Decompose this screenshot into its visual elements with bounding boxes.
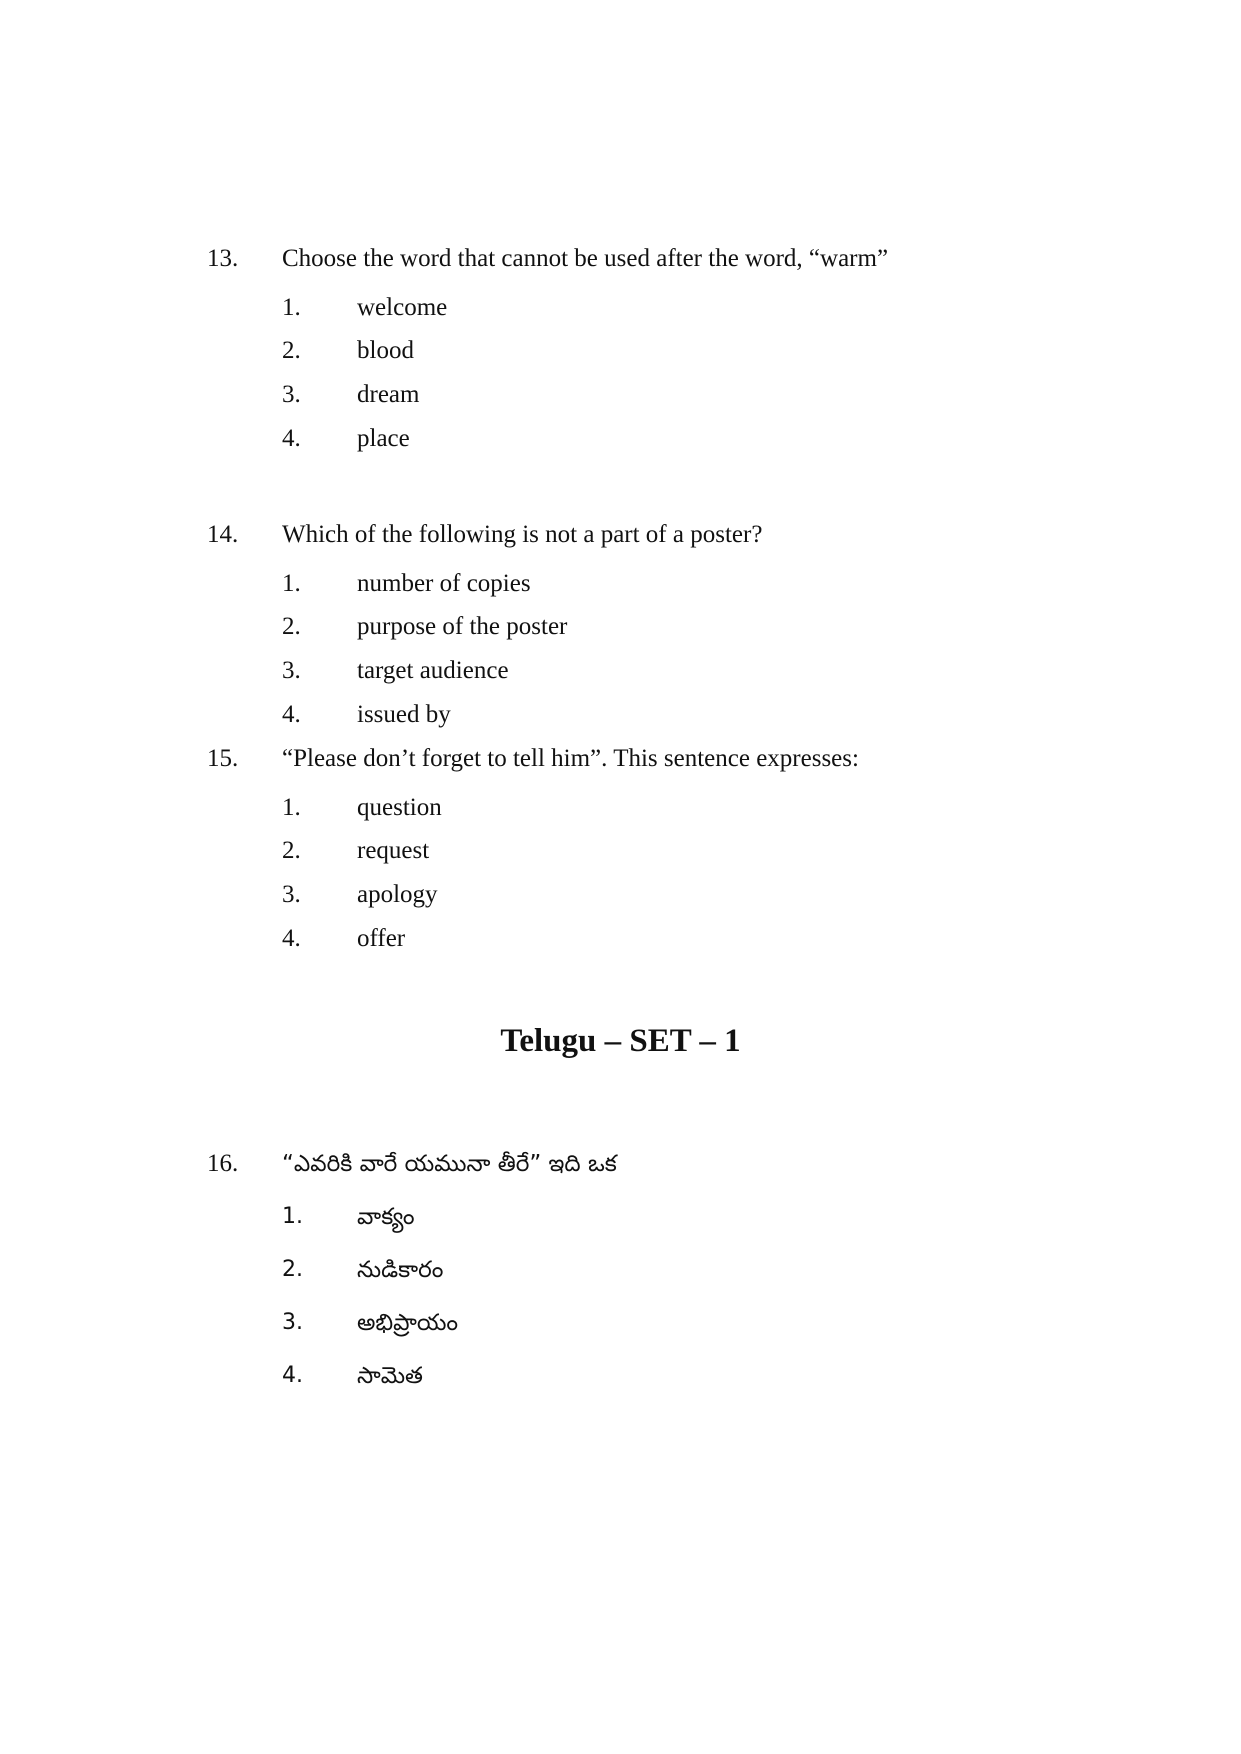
option-number: 3. xyxy=(282,657,301,684)
option-text: issued by xyxy=(357,701,451,728)
option-number: 1. xyxy=(282,294,301,321)
option-13-3 xyxy=(0,380,1241,410)
option-13-2 xyxy=(0,336,1241,366)
option-text: అభిప్రాయం xyxy=(357,1310,459,1336)
option-text: place xyxy=(357,425,410,452)
option-number: 3. xyxy=(282,381,301,408)
option-15-2 xyxy=(0,836,1241,866)
question-text: Which of the following is not a part of a poster? xyxy=(282,521,763,548)
question-number: 15. xyxy=(207,745,239,772)
option-text: సామెత xyxy=(357,1363,423,1389)
option-16-2 xyxy=(0,1255,1241,1285)
option-text: question xyxy=(357,794,442,821)
option-number: 2. xyxy=(282,1257,303,1282)
option-text: welcome xyxy=(357,294,448,321)
option-13-1 xyxy=(0,293,1241,323)
option-number: 4. xyxy=(282,925,301,952)
option-16-1 xyxy=(0,1202,1241,1232)
option-number: 4. xyxy=(282,701,301,728)
option-number: 3. xyxy=(282,881,301,908)
option-15-4 xyxy=(0,924,1241,954)
option-14-1 xyxy=(0,569,1241,599)
question-text: Choose the word that cannot be used after the word, “warm” xyxy=(282,245,889,272)
option-number: 1. xyxy=(282,570,301,597)
option-16-4 xyxy=(0,1361,1241,1391)
option-text: apology xyxy=(357,881,438,908)
option-14-4 xyxy=(0,700,1241,730)
question-number: 14. xyxy=(207,521,239,548)
option-text: offer xyxy=(357,925,406,952)
question-text: “Please don’t forget to tell him”. This sentence expresses: xyxy=(282,745,859,772)
option-number: 2. xyxy=(282,613,301,640)
option-text: dream xyxy=(357,381,420,408)
question-number: 16. xyxy=(207,1150,239,1177)
option-text: వాక్యం xyxy=(357,1204,415,1230)
option-text: blood xyxy=(357,337,414,364)
option-number: 1. xyxy=(282,794,301,821)
option-13-4 xyxy=(0,424,1241,454)
option-number: 4. xyxy=(282,1363,303,1388)
option-number: 2. xyxy=(282,337,301,364)
option-14-3 xyxy=(0,656,1241,686)
option-number: 1. xyxy=(282,1204,303,1229)
option-number: 3. xyxy=(282,1310,303,1335)
option-text: request xyxy=(357,837,430,864)
option-number: 4. xyxy=(282,425,301,452)
option-15-1 xyxy=(0,793,1241,823)
option-16-3 xyxy=(0,1308,1241,1338)
option-14-2 xyxy=(0,612,1241,642)
option-text: target audience xyxy=(357,657,509,684)
option-number: 2. xyxy=(282,837,301,864)
question-text: “ఎవరికి వారే యమునా తీరే” ఇది ఒక xyxy=(282,1151,617,1177)
option-text: purpose of the poster xyxy=(357,613,568,640)
option-15-3 xyxy=(0,880,1241,910)
option-text: నుడికారం xyxy=(357,1257,444,1283)
option-text: number of copies xyxy=(357,570,531,597)
question-number: 13. xyxy=(207,245,239,272)
section-heading: Telugu – SET – 1 xyxy=(500,1023,741,1059)
